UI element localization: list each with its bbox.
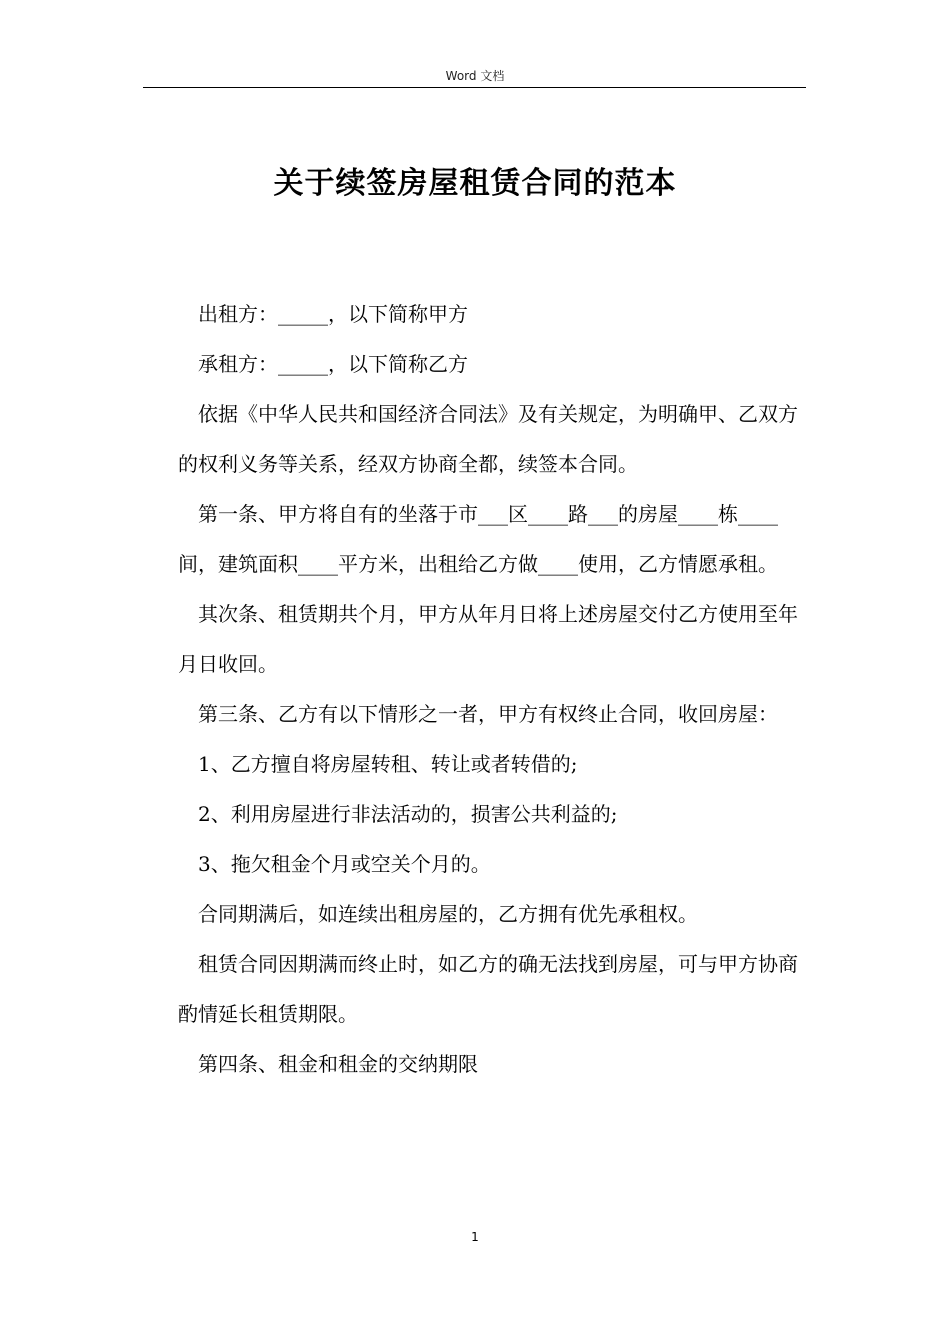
paragraph-article-1: 第一条、甲方将自有的坐落于市___区____路___的房屋____栋____间，建筑面积____平方米，出租给乙方做____使用，乙方情愿承租。 — [178, 502, 778, 576]
paragraph-article-2: 其次条、租赁期共个月，甲方从年月日将上述房屋交付乙方使用至年月日收回。 — [178, 602, 798, 676]
paragraph-preamble: 依据《中华人民共和国经济合同法》及有关规定，为明确甲、乙双方的权利义务等关系，经双方协商全都，续签本合同。 — [178, 402, 798, 476]
paragraph-extension: 租赁合同因期满而终止时，如乙方的确无法找到房屋，可与甲方协商酌情延长租赁期限。 — [178, 952, 798, 1026]
list-item-3: 3、拖欠租金个月或空关个月的。 — [198, 852, 491, 876]
paragraph-renewal-priority: 合同期满后，如连续出租房屋的，乙方拥有优先承租权。 — [198, 902, 698, 926]
document-title: 关于续签房屋租赁合同的范本 — [273, 166, 677, 201]
list-item-1: 1、乙方擅自将房屋转租、转让或者转借的; — [198, 752, 578, 776]
page-header-label: Word 文档 — [445, 69, 505, 83]
paragraph-lessor: 出租方：_____，以下简称甲方 — [198, 302, 468, 326]
page-number: 1 — [471, 1230, 479, 1244]
document-body — [178, 289, 803, 1089]
list-item-2: 2、利用房屋进行非法活动的，损害公共利益的; — [198, 802, 618, 826]
paragraph-lessee: 承租方：_____，以下简称乙方 — [198, 352, 468, 376]
paragraph-article-4: 第四条、租金和租金的交纳期限 — [198, 1052, 478, 1076]
paragraph-article-3: 第三条、乙方有以下情形之一者，甲方有权终止合同，收回房屋： — [198, 702, 778, 726]
header-divider — [143, 87, 806, 88]
